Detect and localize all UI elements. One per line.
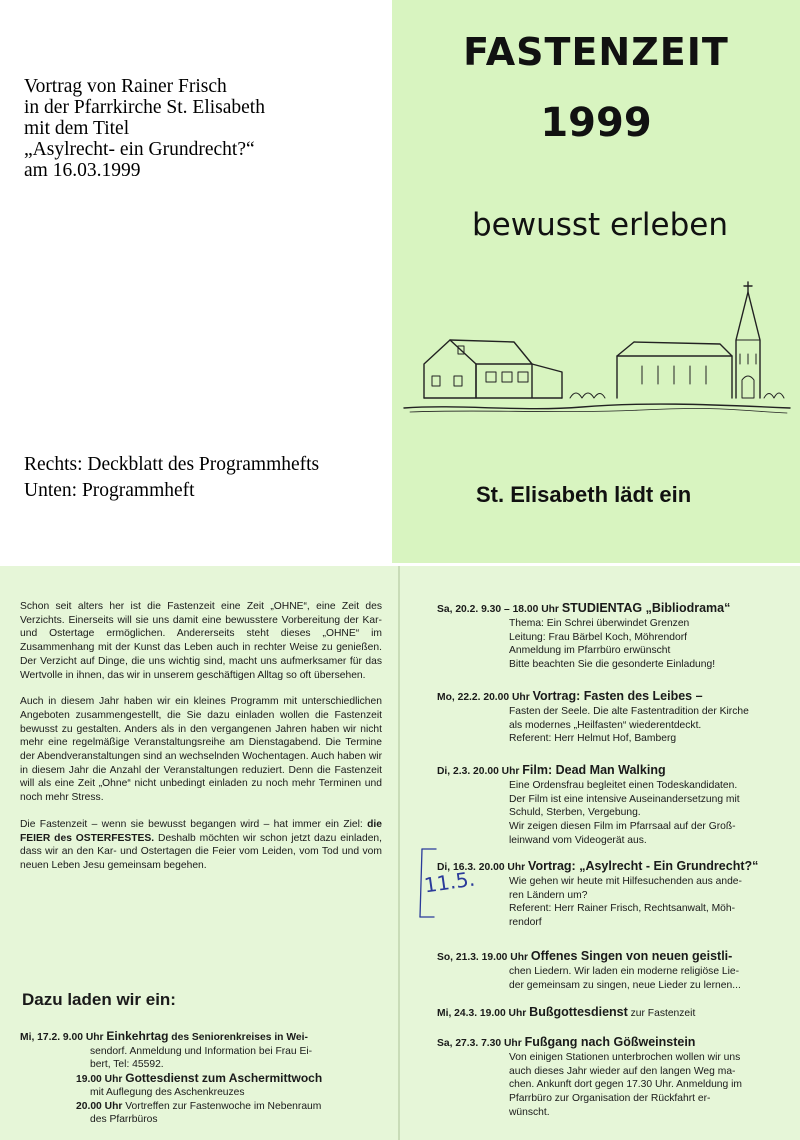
caption-block (24, 76, 384, 181)
event-date: Mi, 17.2. 9.00 Uhr (20, 1032, 107, 1043)
event-line: Von einigen Stationen unterbrochen wollen wir uns (509, 1051, 741, 1063)
event-heading (437, 1036, 795, 1051)
event-title-suffix: zur Fastenzeit (627, 1008, 696, 1019)
event-studientag (437, 602, 795, 672)
event-bussgottesdienst (437, 1006, 795, 1021)
event-ash-wednesday (20, 1030, 390, 1127)
event-body (437, 1051, 795, 1120)
cover-subtitle: bewusst erleben (472, 207, 728, 243)
event-line: Eine Ordensfrau begleitet einen Todeskandidaten. (509, 779, 738, 791)
event-date: Sa, 27.3. 7.30 Uhr (437, 1038, 522, 1049)
event-date: Di, 16.3. 20.00 Uhr (437, 862, 526, 873)
invitation-heading: Dazu laden wir ein: (22, 990, 176, 1009)
event-body (437, 965, 795, 993)
intro-paragraph: Schon seit alters her ist die Fastenzeit eine Zeit „OHNE“, eine Zeit des Verzichts. Einerseits will sie uns damit eine bewusstere Vorbereitung der Kar- und Ostertage ermöglichen. Andererseits steht dieses „OHNE“ im Zusammenhang mit der Kunst das Leben auch in rechter Weise zu genießen. Der Verzicht auf Dinge, die uns wichtig sind, macht uns aufmerksamer für das Wertvolle in ihnen, das wir in unserem geschäftigen Alltag so oft übersehen. (20, 601, 382, 681)
event-line: als modernes „Heilfasten“ wiederentdeckt. (509, 719, 702, 731)
event-title: Gottesdienst zum Aschermittwoch (125, 1070, 323, 1085)
caption-bottom-block (24, 452, 394, 504)
event-line: ren Ländern um? (509, 889, 588, 901)
intro-text (20, 600, 382, 886)
event-line: mit Auflegung des Aschenkreuzes (90, 1087, 245, 1098)
event-date: Mi, 24.3. 19.00 Uhr (437, 1008, 527, 1019)
caption-line: Rechts: Deckblatt des Programmhefts (24, 454, 320, 475)
event-title: Vortrag: Fasten des Leibes – (532, 689, 703, 703)
event-line: der gemeinsam zu singen, neue Lieder zu lernen... (509, 979, 741, 991)
cover-footer: St. Elisabeth lädt ein (476, 482, 692, 507)
event-film (437, 764, 795, 848)
event-line: wünscht. (509, 1106, 550, 1118)
caption-line: am 16.03.1999 (24, 160, 141, 181)
event-offenes-singen (437, 950, 795, 992)
event-heading (437, 602, 795, 617)
cover-page (392, 0, 800, 563)
event-text: des Seniorenkreises in Wei- (168, 1032, 308, 1043)
event-line: sendorf. Anmeldung und Information bei Frau Ei- (90, 1045, 313, 1057)
event-line: Bitte beachten Sie die gesonderte Einladung! (509, 659, 716, 671)
intro-paragraph: Auch in diesem Jahr haben wir ein kleines Programm mit unterschiedlichen Angeboten zusammengestellt, die Sie dazu einladen wollen die Fastenzeit bewusst zu gestalten. Anders als in den vergangenen Jahren haben wir nicht mehr eine regelmäßige Veranstaltungsreihe am Dienstagabend. Die Termine der Abendveranstaltungen sind an wechselnden Wochentagen. Auch haben wir in diesem Jahr die Anzahl der Veranstaltungen reduziert. Denn die Fastenzeit will als eine Zeit „Ohne“ nicht unbedingt einladen zu noch mehr Terminen und noch mehr Stress. (20, 696, 382, 804)
event-line: Wir zeigen diesen Film im Pfarrsaal auf der Groß- (509, 821, 736, 833)
church-sketch-illustration (402, 280, 792, 430)
intro-text-span: Deshalb möchten wir schon jetzt dazu einladen, dass wir an den Kar- und Ostertagen die Feier vom Leiden, vom Tod und vom neuen Leben Jesu gemeinsam begehen. (20, 832, 383, 871)
event-title: Fußgang nach Gößweinstein (524, 1035, 696, 1049)
event-line: auch dieses Jahr wieder auf den langen Weg ma- (509, 1065, 736, 1077)
event-date: Sa, 20.2. 9.30 – 18.00 Uhr (437, 604, 559, 615)
event-title: Einkehrtag (106, 1029, 169, 1043)
event-title: Film: Dead Man Walking (522, 763, 666, 777)
event-line: leinwand vom Videogerät aus. (509, 834, 647, 846)
event-fasten-vortrag (437, 690, 795, 746)
event-title: Bußgottesdienst (529, 1005, 628, 1019)
event-line: Anmeldung im Pfarrbüro erwünscht (509, 645, 671, 657)
event-heading (437, 1006, 795, 1021)
event-line: Thema: Ein Schrei überwindet Grenzen (509, 617, 690, 629)
cover-year: 1999 (540, 100, 652, 146)
event-line: Der Film ist eine intensive Auseinandersetzung mit (509, 793, 740, 805)
event-line: bert, Tel: 45592. (90, 1059, 164, 1070)
event-line: chen Liedern. Wir laden ein moderne religiöse Lie- (509, 965, 740, 977)
event-fussgang (437, 1036, 795, 1120)
intro-text-span: Die Fastenzeit – wenn sie bewusst begangen wird – hat immer ein Ziel: (20, 818, 368, 830)
event-time: 20.00 Uhr (76, 1100, 126, 1112)
event-heading (437, 690, 795, 705)
event-line: Fasten der Seele. Die alte Fastentradition der Kirche (509, 705, 749, 717)
handwritten-note: 11.5. (422, 866, 477, 898)
event-line: Leitung: Frau Bärbel Koch, Möhrendorf (509, 631, 688, 643)
event-line: Wie gehen wir heute mit Hilfesuchenden aus ande- (509, 875, 742, 887)
intro-emphasis: die FEIER des OSTERFESTES. (20, 818, 382, 844)
event-line: Referent: Herr Helmut Hof, Bamberg (509, 733, 677, 745)
event-title: STUDIENTAG „Bibliodrama“ (561, 601, 731, 615)
event-date: Di, 2.3. 20.00 Uhr (437, 766, 520, 777)
event-body (437, 705, 795, 746)
event-line: rendorf (509, 917, 542, 929)
event-line (20, 1030, 390, 1045)
caption-line: „Asylrecht- ein Grundrecht?“ (24, 139, 255, 160)
event-heading (437, 950, 795, 965)
caption-line: Unten: Programmheft (24, 480, 195, 501)
caption-line: Vortrag von Rainer Frisch (24, 76, 227, 97)
event-title: Vortrag: „Asylrecht - Ein Grundrecht?“ (528, 859, 759, 873)
event-line: chen. Ankunft dort gegen 17.30 Uhr. Anmeldung im (509, 1079, 742, 1091)
event-heading (437, 764, 795, 779)
caption-line: in der Pfarrkirche St. Elisabeth (24, 97, 265, 118)
event-line: Referent: Herr Rainer Frisch, Rechtsanwalt, Möh- (509, 903, 736, 915)
intro-paragraph (20, 818, 382, 873)
event-date: Mo, 22.2. 20.00 Uhr (437, 692, 530, 703)
event-time: 19.00 Uhr (76, 1073, 126, 1085)
event-text: Vortreffen zur Fastenwoche im Nebenraum (125, 1100, 322, 1112)
event-body (437, 617, 795, 672)
event-date: So, 21.3. 19.00 Uhr (437, 952, 529, 963)
event-line: Pfarrbüro zur Organisation der Rückfahrt er- (509, 1093, 711, 1105)
event-body (437, 779, 795, 848)
event-line: Schuld, Sterben, Vergebung. (509, 807, 641, 819)
event-title: Offenes Singen von neuen geistli- (530, 949, 733, 963)
cover-title: FASTENZEIT (463, 30, 729, 74)
event-line: des Pfarrbüros (90, 1114, 158, 1125)
caption-line: mit dem Titel (24, 118, 130, 139)
event-line (20, 1100, 390, 1114)
event-line (20, 1072, 390, 1087)
